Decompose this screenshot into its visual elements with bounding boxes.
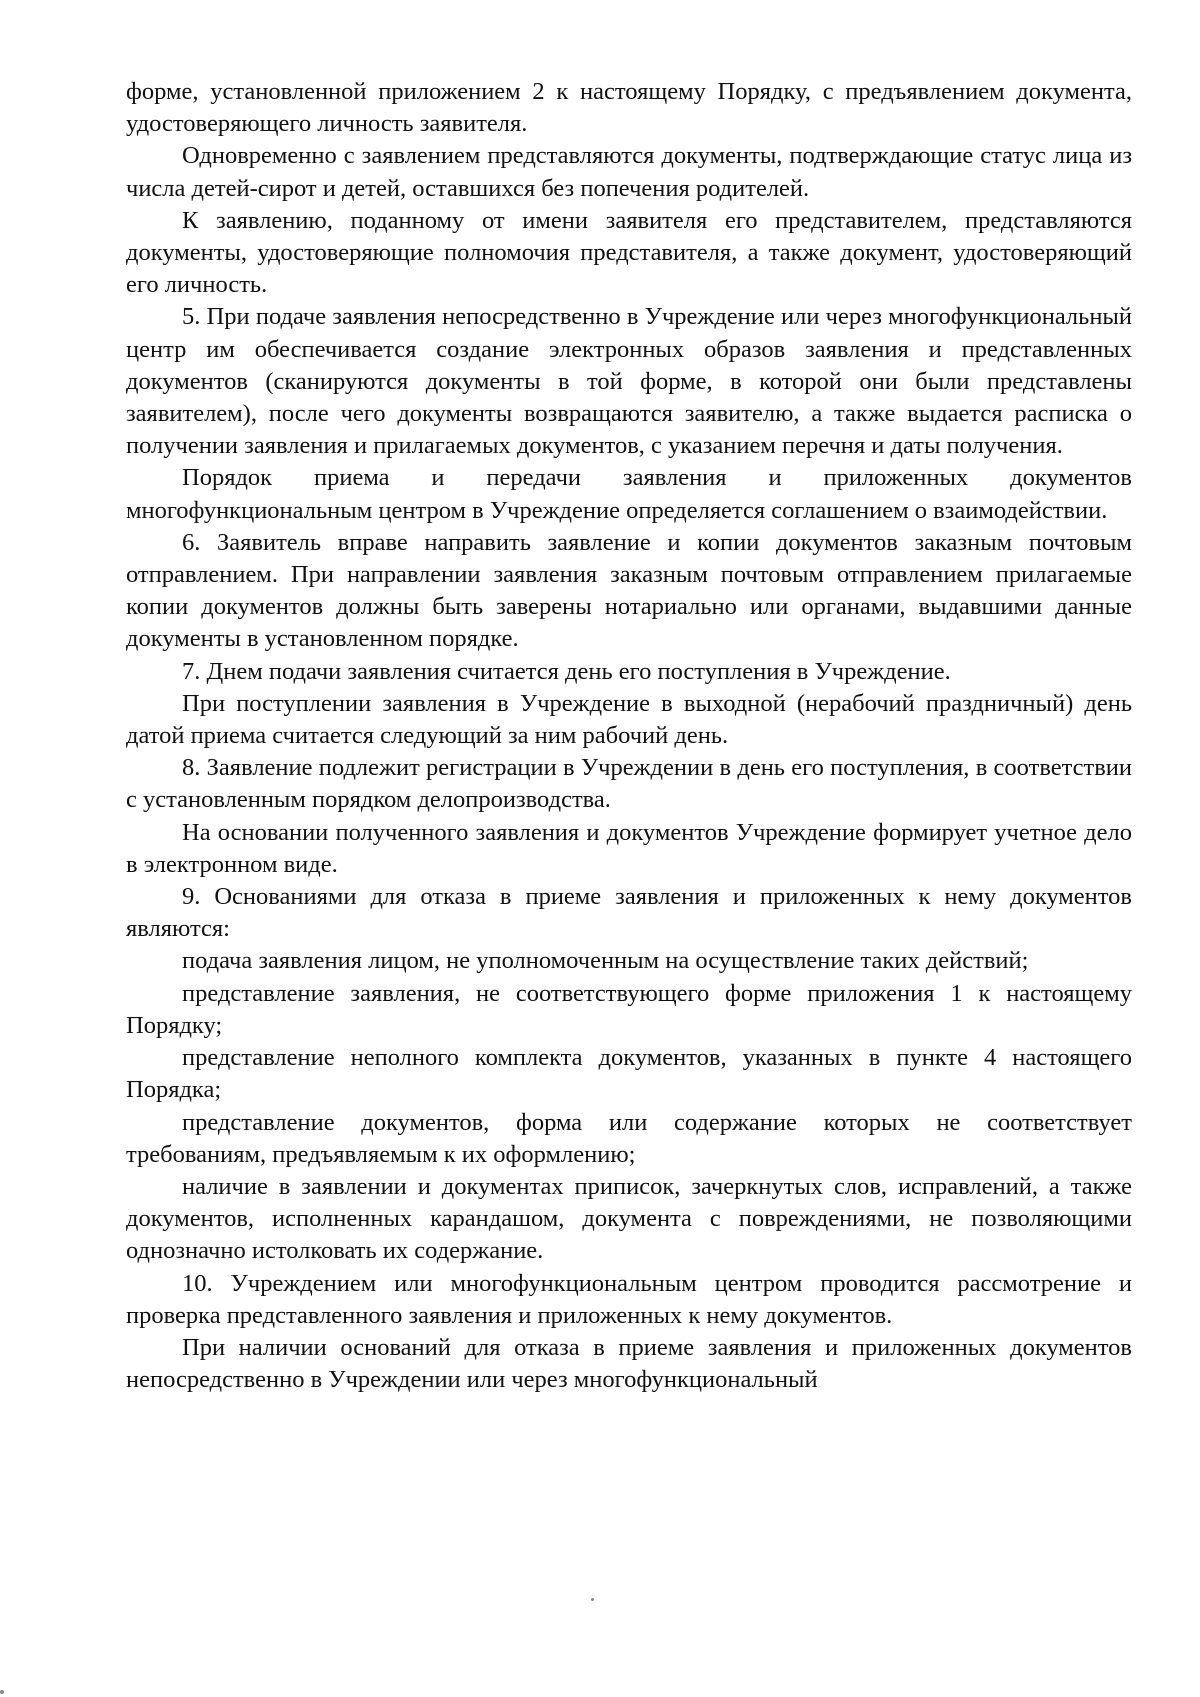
paragraph-continuation: форме, установленной приложением 2 к настоящему Порядку, с предъявлением документа, удостоверяющего личность заявителя. bbox=[126, 78, 1132, 138]
paragraph-item-7: 7. Днем подачи заявления считается день его поступления в Учреждение. bbox=[182, 657, 951, 685]
paragraph-orphan-status-documents: Одновременно с заявлением представляются документы, подтверждающие статус лица из числа детей-сирот и детей, оставшихся без попечения родителей. bbox=[126, 142, 1132, 202]
paragraph-mfc-procedure: Порядок приема и передачи заявления и приложенных документов многофункциональным центром в Учреждение определяется соглашением о взаимодействии. bbox=[126, 464, 1132, 524]
paragraph-electronic-case: На основании полученного заявления и документов Учреждение формирует учетное дело в электронном виде. bbox=[126, 818, 1132, 878]
refusal-ground-noncompliant: представление документов, форма или содержание которых не соответствует требованиям, предъявляемым к их оформлению; bbox=[126, 1108, 1132, 1168]
paragraph-item-6: 6. Заявитель вправе направить заявление и копии документов заказным почтовым отправлением. При направлении заявления заказным почтовым отправлением прилагаемые копии документов должны быть заверены нотариально или органами, выдавшими данные документы в установленном порядке. bbox=[126, 528, 1132, 653]
paragraph-item-8: 8. Заявление подлежит регистрации в Учреждении в день его поступления, в соответствии с установленным порядком делопроизводства. bbox=[126, 754, 1132, 814]
document-body bbox=[126, 76, 1132, 1396]
refusal-ground-wrong-form: представление заявления, не соответствующего форме приложения 1 к настоящему Порядку; bbox=[126, 979, 1132, 1039]
paragraph-item-9: 9. Основаниями для отказа в приеме заявления и приложенных к нему документов являются: bbox=[126, 883, 1132, 943]
paragraph-representative-documents: К заявлению, поданному от имени заявителя его представителем, представляются документы, удостоверяющие полномочия представителя, а также документ, удостоверяющий его личность. bbox=[126, 206, 1132, 299]
refusal-ground-incomplete: представление неполного комплекта документов, указанных в пункте 4 настоящего Порядка; bbox=[126, 1044, 1132, 1104]
refusal-ground-corrections: наличие в заявлении и документах приписок, зачеркнутых слов, исправлений, а также документов, исполненных карандашом, документа с повреждениями, не позволяющими однозначно истолковать их содержание. bbox=[126, 1172, 1132, 1265]
paragraph-refusal-grounds-presence: При наличии оснований для отказа в приеме заявления и приложенных документов непосредственно в Учреждении или через многофункциональный bbox=[126, 1333, 1132, 1394]
paragraph-item-5: 5. При подаче заявления непосредственно в Учреждение или через многофункциональный центр им обеспечивается создание электронных образов заявления и представленных документов (сканируются документы в той форме, в которой они были представлены заявителем), после чего документы возвращаются заявителю, а также выдается расписка о получении заявления и прилагаемых документов, с указанием перечня и даты получения. bbox=[126, 303, 1132, 460]
paragraph-item-10: 10. Учреждением или многофункциональным центром проводится рассмотрение и проверка представленного заявления и приложенных к нему документов. bbox=[126, 1269, 1132, 1329]
refusal-ground-unauthorized: подача заявления лицом, не уполномоченным на осуществление таких действий; bbox=[182, 947, 1029, 975]
scan-speck bbox=[0, 1690, 4, 1694]
paragraph-holiday-receipt: При поступлении заявления в Учреждение в выходной (нерабочий праздничный) день датой приема считается следующий за ним рабочий день. bbox=[126, 689, 1132, 750]
scan-speck bbox=[591, 1598, 594, 1601]
